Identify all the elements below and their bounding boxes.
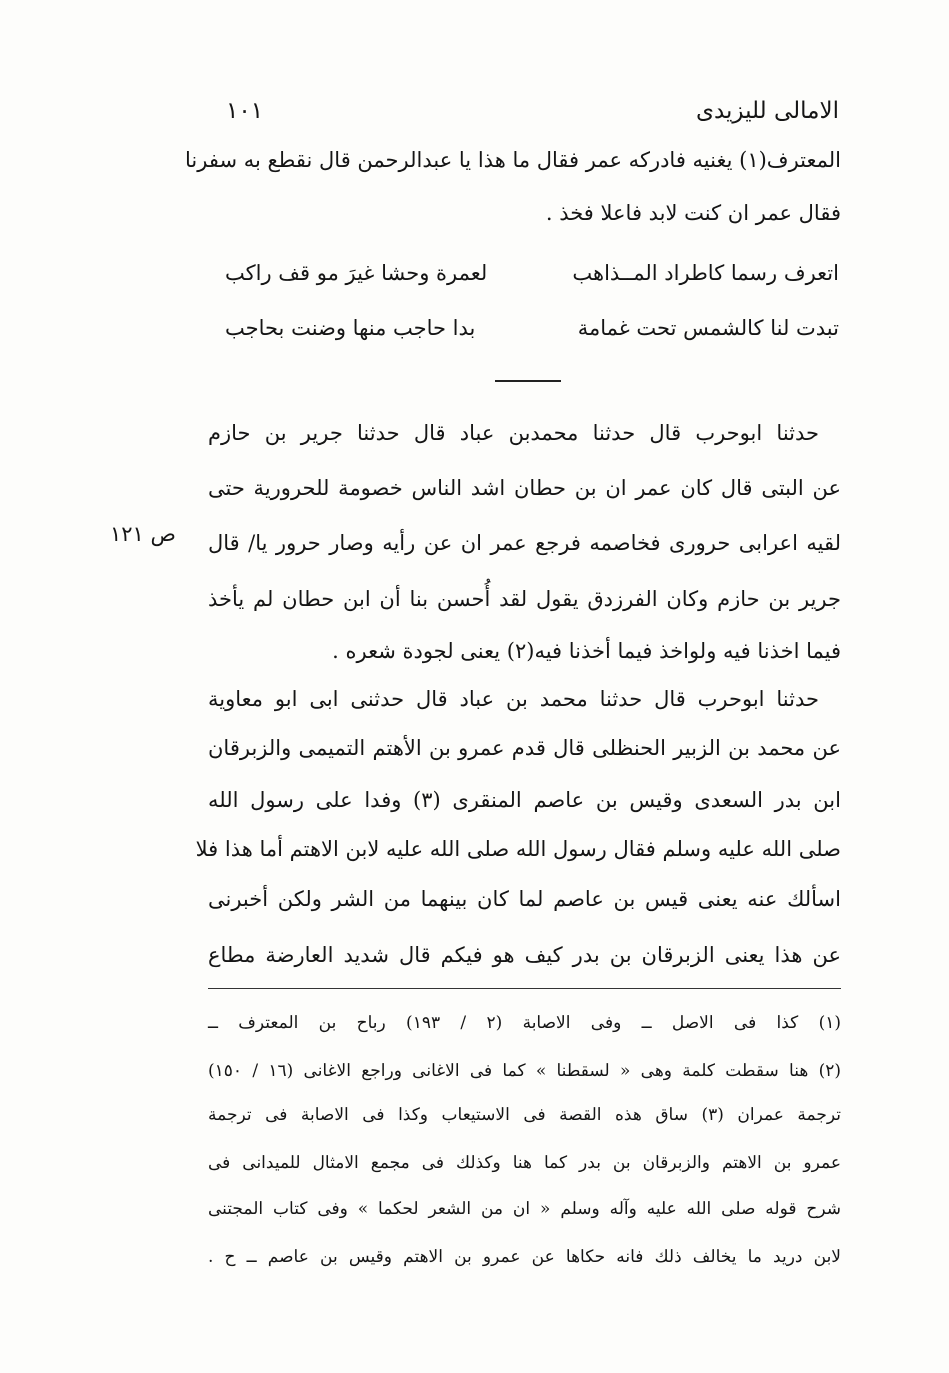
footnote-separator (208, 988, 841, 989)
margin-reference: ص ١٢١ (110, 522, 176, 546)
text-line: حدثنا ابوحرب قال حدثنا محمد بن عباد قال حدثنى ابى ابو معاوية (208, 687, 819, 711)
running-header-title: الامالى لليزيدى (695, 98, 839, 124)
footnote-line: لابن دريد ما يخالف ذلك فانه حكاها عن عمرو بن الاهتم وقيس بن عاصم ــ ح . (208, 1247, 841, 1267)
verse-hemistich-first: تبدت لنا كالشمس تحت غمامة (577, 316, 839, 340)
text-line: فقال عمر ان كنت لابد فاعلا فخذ . (545, 201, 841, 225)
footnote-line: عمرو بن الاهتم والزبرقان بن بدر كما هنا وكذلك فى مجمع الامثال للميدانى فى (208, 1153, 841, 1173)
page-number: ١٠١ (226, 98, 264, 124)
text-line: المعترف(١) يغنيه فادركه عمر فقال ما هذا يا عبدالرحمن قال نقطع به سفرنا (185, 148, 841, 172)
text-line: لقيه اعرابى حرورى فخاصمه فرجع عمر ان عن رأيه وصار حرور يا/ قال (208, 531, 841, 555)
footnote-line: ترجمة عمران (٣) ساق هذه القصة فى الاستيعاب وكذا فى الاصابة فى ترجمة (208, 1105, 841, 1125)
text-line: حدثنا ابوحرب قال حدثنا محمدبن عباد قال حدثنا جرير بن حازم (208, 421, 819, 445)
text-line: ابن بدر السعدى وقيس بن عاصم المنقرى (٣) وفدا على رسول الله (208, 788, 841, 812)
text-line: جرير بن حازم وكان الفرزدق يقول لقد أُحسن بنا أن ابن حطان لم يأخذ (208, 587, 841, 611)
footnote-line: (١) كذا فى الاصل ــ وفى الاصابة (٢ / ١٩٣) رباح بن المعترف ــ (208, 1013, 842, 1033)
verse-hemistich-second: بدا حاجب منها وضنت بحاجب (225, 316, 476, 340)
footnote-line: (٢) هنا سقطت كلمة وهى « لسقطنا » كما فى الاغانى وراجع الاغانى (١٦ / ١٥٠) (208, 1061, 841, 1081)
text-line: عن البتى قال كان عمر ان بن حطان اشد الناس خصومة للحرورية حتى (208, 476, 841, 500)
verse-hemistich-first: اتعرف رسما كاطراد المــذاهب (572, 261, 839, 285)
verse-hemistich-second: لعمرة وحشا غيرَ مو قف راكب (225, 261, 488, 285)
text-line: عن هذا يعنى الزبرقان بن بدر كيف هو فيكم قال شديد العارضة مطاع (208, 943, 841, 967)
section-divider (495, 380, 561, 382)
text-line: فيما اخذنا فيه ولواخذ فيما أخذنا فيه(٢) يعنى لجودة شعره . (332, 639, 841, 663)
footnote-line: شرح قوله صلى الله عليه وآله وسلم « ان من الشعر لحكما » وفى كتاب المجتنى (208, 1199, 841, 1219)
text-line: اسألك عنه يعنى قيس بن عاصم لما كان بينهما من الشر ولكن أخبرنى (208, 887, 841, 911)
text-line: صلى الله عليه وسلم فقال رسول الله صلى الله عليه لابن الاهتم أما هذا فلا (195, 837, 841, 861)
text-line: عن محمد بن الزبير الحنظلى قال قدم عمرو بن الأهتم التميمى والزبرقان (208, 736, 841, 760)
